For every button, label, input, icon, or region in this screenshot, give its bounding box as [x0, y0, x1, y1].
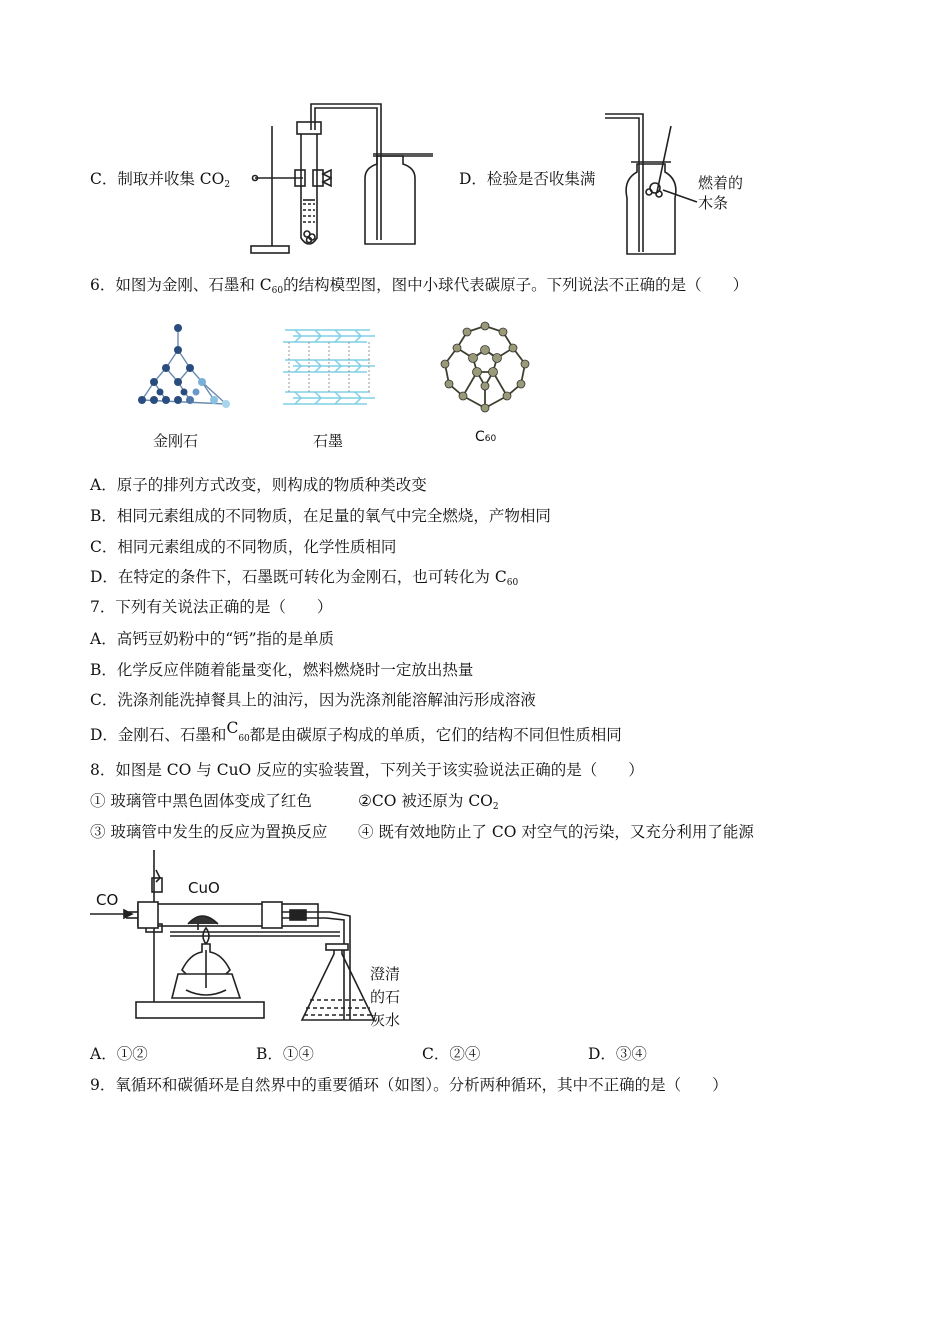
apparatus-produce-collect-co2 [245, 100, 445, 260]
limewater-label-2: 的石 [370, 988, 401, 1006]
q7-stem: 7．下列有关说法正确的是（ ） [90, 598, 333, 616]
q8-choice-b: B．①④ [256, 1045, 314, 1063]
q8-statement-3: ③ 玻璃管中发生的反应为置换反应 [90, 823, 328, 841]
q9-stem: 9．氧循环和碳循环是自然界中的重要循环（如图）。分析两种循环，其中不正确的是（ ） [90, 1076, 728, 1094]
co-reduction-apparatus [90, 850, 410, 1030]
q7-option-a: A．高钙豆奶粉中的“钙”指的是单质 [90, 630, 335, 648]
q6-stem: 6．如图为金刚、石墨和 $C_{60}$的结构模型图，图中小球代表碳原子。下列说法不正确的是（ ） [90, 276, 749, 296]
graphite-label: 石墨 [313, 432, 344, 450]
q8-choice-c: C．②④ [422, 1045, 481, 1063]
q8-statement-1: ① 玻璃管中黑色固体变成了红色 [90, 792, 312, 810]
limewater-label-1: 澄清 [370, 965, 401, 983]
q8-stem: 8．如图是 CO 与 CuO 反应的实验装置，下列关于该实验说法正确的是（ ） [90, 761, 644, 779]
limewater-label-3: 灰水 [370, 1011, 401, 1029]
q6-option-d: D．在特定的条件下，石墨既可转化为金刚石，也可转化为 $C_{60}$ [90, 568, 519, 588]
q7-option-b: B．化学反应伴随着能量变化，燃料燃烧时一定放出热量 [90, 661, 474, 679]
co-label: CO [96, 891, 119, 909]
q5-option-d: D．检验是否收集满 [459, 170, 596, 188]
q7-option-c: C．洗涤剂能洗掉餐具上的油污，因为洗涤剂能溶解油污形成溶液 [90, 691, 536, 709]
q8-statement-4: ④ 既有效地防止了 CO 对空气的污染，又充分利用了能源 [358, 823, 754, 841]
q8-statement-2: ②CO 被还原为 $CO_2$ [358, 792, 499, 812]
q8-choice-d: D．③④ [588, 1045, 647, 1063]
cuo-label: CuO [188, 879, 220, 897]
apparatus-check-co2-full [605, 108, 705, 258]
q7-option-d: D．金刚石、石墨和C60都是由碳原子构成的单质，它们的结构不同但性质相同 [90, 719, 622, 744]
q5-option-c: C．制取并收集 $CO_2$ [90, 170, 231, 190]
c60-structure-image [437, 320, 533, 416]
diamond-label: 金刚石 [153, 432, 199, 450]
graphite-structure-image [275, 322, 380, 414]
q6-option-b: B．相同元素组成的不同物质，在足量的氧气中完全燃烧，产物相同 [90, 507, 551, 525]
splint-label-2: 木条 [698, 194, 729, 212]
q6-option-c: C．相同元素组成的不同物质，化学性质相同 [90, 538, 397, 556]
diamond-structure-image [130, 320, 240, 415]
q8-choice-a: A．①② [90, 1045, 148, 1063]
splint-label-1: 燃着的 [698, 174, 744, 192]
c60-label: C60 [475, 429, 497, 445]
q6-option-a: A．原子的排列方式改变，则构成的物质种类改变 [90, 476, 427, 494]
